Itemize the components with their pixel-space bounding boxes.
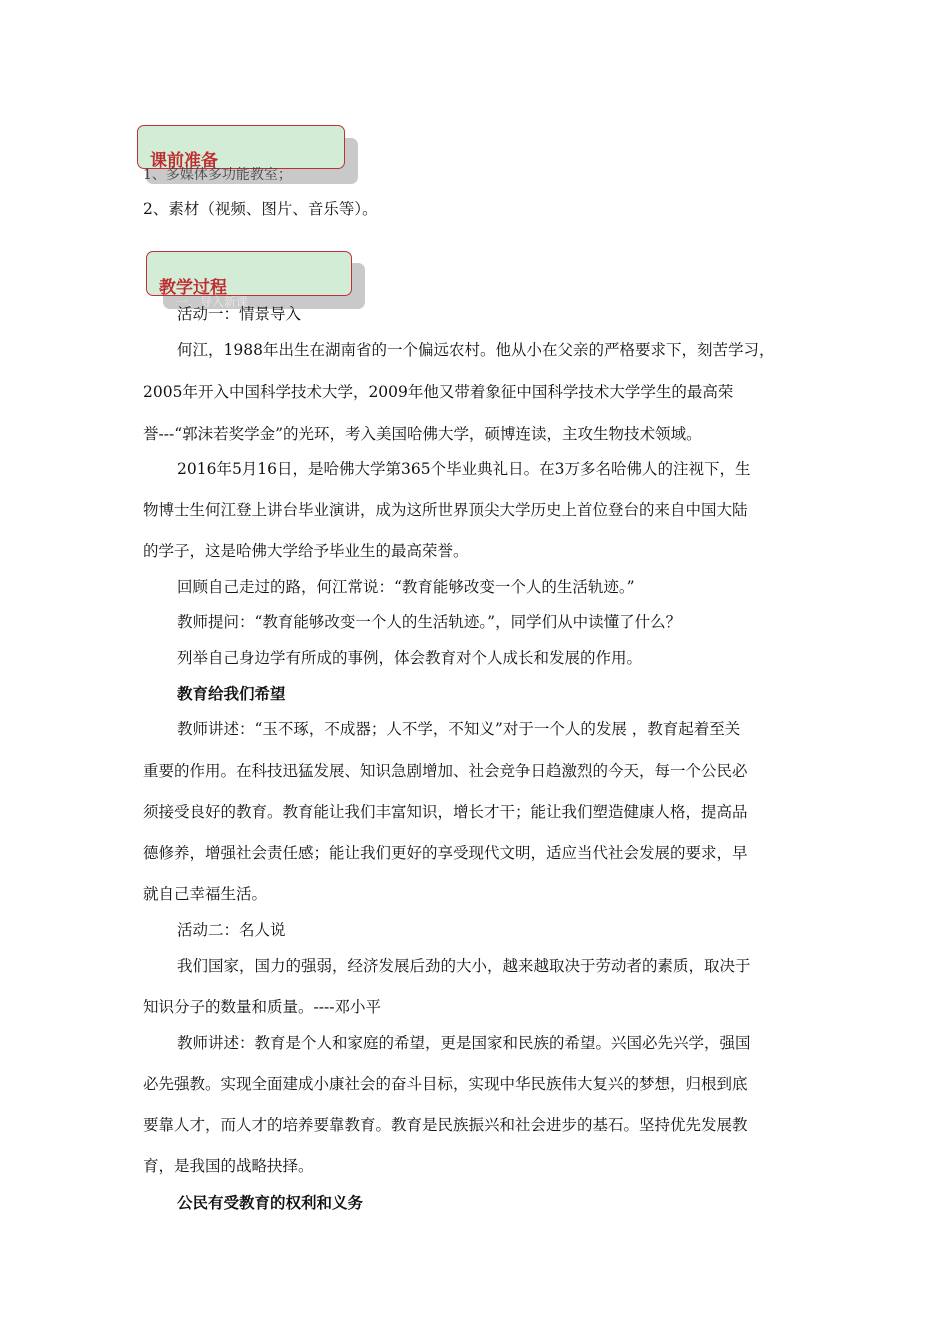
activity-2-heading: 活动二：名人说 — [177, 921, 286, 939]
paragraph-line: 何江，1988年出生在湖南省的一个偏远农村。他从小在父亲的严格要求下，刻苦学习， — [177, 341, 775, 359]
paragraph-line: 就自己幸福生活。 — [143, 885, 268, 903]
paragraph-line: 必先强教。实现全面建成小康社会的奋斗目标，实现中华民族伟大复兴的梦想，归根到底 — [143, 1075, 748, 1093]
prep-item-1: 1、多媒体多功能教室； — [143, 167, 292, 183]
paragraph-line: 列举自己身边学有所成的事例，体会教育对个人成长和发展的作用。 — [177, 649, 643, 667]
paragraph-line: 育，是我国的战略抉择。 — [143, 1157, 314, 1175]
paragraph-line: 教师讲述：“玉不琢，不成器；人不学，不知义”对于一个人的发展 ，教育起着至关 — [177, 720, 741, 738]
paragraph-line: 要靠人才，而人才的培养要靠教育。教育是民族振兴和社会进步的基石。坚持优先发展教 — [143, 1116, 748, 1134]
paragraph-line: 我们国家，国力的强弱，经济发展后劲的大小，越来越取决于劳动者的素质，取决于 — [177, 957, 751, 975]
prep-item-2: 2、素材（视频、图片、音乐等）。 — [143, 200, 378, 218]
section-title-process: 教学过程 — [159, 278, 227, 298]
paragraph-line: 2016年5月16日，是哈佛大学第365个毕业典礼日。在3万多名哈佛人的注视下，生 — [177, 460, 751, 478]
process-hidden-label: 一、导入新课 — [176, 295, 249, 309]
paragraph-line: 教师提问：“教育能够改变一个人的生活轨迹。”，同学们从中读懂了什么？ — [177, 613, 682, 631]
subheading-hope: 教育给我们希望 — [177, 685, 286, 703]
paragraph-line: 回顾自己走过的路，何江常说：“教育能够改变一个人的生活轨迹。” — [177, 578, 635, 596]
paragraph-line: 的学子，这是哈佛大学给予毕业生的最高荣誉。 — [143, 542, 469, 560]
paragraph-line: 德修养，增强社会责任感；能让我们更好的享受现代文明，适应当代社会发展的要求，早 — [143, 844, 748, 862]
activity-1-heading: 活动一：情景导入 — [177, 305, 302, 323]
paragraph-line: 知识分子的数量和质量。----邓小平 — [143, 998, 381, 1016]
paragraph-line: 2005年开入中国科学技术大学，2009年他又带着象征中国科学技术大学学生的最高荣 — [143, 383, 734, 401]
paragraph-line: 物博士生何江登上讲台毕业演讲，成为这所世界顶尖大学历史上首位登台的来自中国大陆 — [143, 501, 748, 519]
section-title-prep: 课前准备 — [150, 151, 218, 171]
section-header-process — [146, 251, 352, 296]
section-header-prep — [137, 125, 345, 169]
paragraph-line: 教师讲述：教育是个人和家庭的希望，更是国家和民族的希望。兴国必先兴学，强国 — [177, 1034, 751, 1052]
subheading-rights: 公民有受教育的权利和义务 — [177, 1194, 364, 1212]
paragraph-line: 重要的作用。在科技迅猛发展、知识急剧增加、社会竞争日趋激烈的今天，每一个公民必 — [143, 762, 748, 780]
paragraph-line: 誉---“郭沫若奖学金”的光环，考入美国哈佛大学，硕博连读，主攻生物技术领域。 — [143, 425, 702, 443]
paragraph-line: 须接受良好的教育。教育能让我们丰富知识，增长才干；能让我们塑造健康人格，提高品 — [143, 803, 748, 821]
